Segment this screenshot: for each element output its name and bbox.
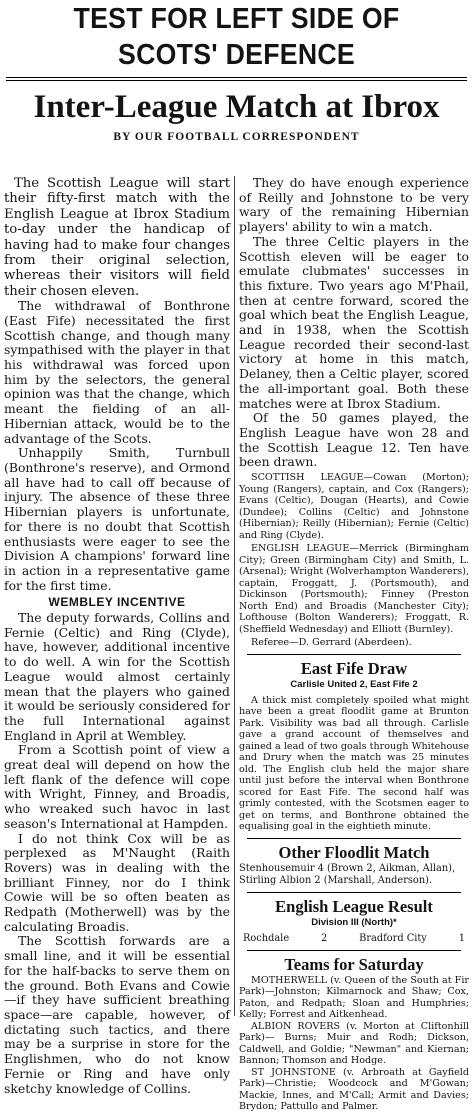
main-headline-line-2: SCOTS' DEFENCE: [117, 39, 356, 71]
saturday-team: MOTHERWELL (v. Queen of the South at Fir Park)—Johnston; Kilmarnock and Shaw; Cox, Paton, and Redpath; Sloan and Humphries; Kelly; Forrest and Aitkenhead.: [239, 974, 469, 1021]
left-column: [4, 176, 230, 1096]
page-header: [0, 0, 473, 143]
paragraph: The Scottish forwards are a small line, and it will be essential for the half-backs to serve them on the ground. Both Evans and Cowie—if they have sufficient breathing space—are capable, however, of dictating such tactics, and there may be a surprise in store for the Englishmen, who do not know Fernie or Ring and have only sketchy knowledge of Collins.: [4, 933, 230, 1096]
east-fife-score: Carlisle United 2, East Fife 2: [290, 679, 418, 691]
english-league-team: ENGLISH LEAGUE—Merrick (Birmingham City); Green (Birmingham City) and Smith, L. (Arsenal); Wright (Wolverhampton Wanderers), captain, Froggatt, J. (Portsmouth), and Dickinson (Portsmouth); Finney (Preston North End) and Broadis (Manchester City); Lofthouse (Bolton Wanderers); Froggatt, R. (Sheffield Wednesday) and Elliott (Burnley).: [239, 543, 469, 635]
headline-divider-2: [6, 80, 467, 81]
section-divider: [247, 838, 461, 839]
paragraph: Of the 50 games played, the English League have won 28 and the Scottish League 12. Ten have been drawn.: [239, 410, 469, 470]
floodlit-result: Stenhousemuir 4 (Brown 2, Aikman, Allan), Stirling Albion 2 (Marshall, Anderson).: [239, 862, 456, 886]
article-columns: [0, 175, 473, 1113]
scottish-league-team: SCOTTISH LEAGUE—Cowan (Morton); Young (Rangers), captain, and Cox (Rangers); Evans (Celtic), Dougan (Hearts), and Cowie (Dundee); Collins (Celtic) and Johnstone (Hibernian); Reilly (Hibernian); Fernie (Celtic) and Ring (Clyde).: [239, 472, 469, 541]
paragraph: They do have enough experience of Reilly and Johnstone to be very wary of the remaining Hibernian players' ability to win a match.: [239, 175, 469, 235]
home-score: 2: [321, 933, 328, 945]
teams-saturday-title: Teams for Saturday: [284, 955, 424, 975]
away-score: 1: [458, 933, 465, 945]
east-fife-report: A thick mist completely spoiled what might have been a great floodlit game at Brunton Park. Visibility was bad all through. Carlisle gave a grand account of themselves and gained a lead of two goals through Whitehouse and Drury when the match was 25 minutes old. The English club held the major share until just before the interval when Bonthrone scored for East Fife. The second half was grimly contested, with the Scotsmen eager to get on terms, and Bonthrone obtained the equalising goal in the eightieth minute.: [239, 694, 469, 833]
lead-paragraph: The Scottish League will start their fifty-first match with the English League at Ibrox Stadium to-day under the handicap of having had to make four changes from their original selection, whereas their visitors will field their chosen eleven.: [4, 176, 230, 299]
section-divider: [247, 892, 461, 893]
saturday-team: ALBION ROVERS (v. Morton at Cliftonhill Park)— Burns; Muir and Rodh; Dickson, Caldwell, and Goldie; "Newman" and Kiernan; Bannon; Thomson and Hodge.: [239, 1020, 469, 1067]
paragraph: From a Scottish point of view a great deal will depend on how the left flank of the defence will cope with Wright, Finney, and Broadis, who wreaked such havoc in last season's International at Hampden.: [4, 742, 230, 831]
result-row: [239, 933, 469, 945]
english-result-title: English League Result: [275, 896, 433, 916]
referee: Referee—D. Gerrard (Aberdeen).: [251, 637, 412, 649]
saturday-team: ST JOHNSTONE (v. Arbroath at Gayfield Park)—Christie; Woodcock and M'Gowan; Mackie, Innes, and M'Call; Armit and Davies; Brydon; Pattullo and Palmer.: [239, 1066, 469, 1113]
byline: BY OUR FOOTBALL CORRESPONDENT: [113, 131, 360, 143]
division-label: Division III (North)*: [311, 917, 397, 929]
away-team: Bradford City: [359, 933, 427, 945]
floodlit-title: Other Floodlit Match: [278, 842, 430, 862]
section-divider: [247, 950, 461, 951]
paragraph: The deputy forwards, Collins and Fernie (Celtic) and Ring (Clyde), have, however, additional incentive to do well. A win for the Scottish League would almost certainly mean that the players who gained it would be seriously considered for the full International against England in April at Wembley.: [4, 610, 230, 743]
east-fife-title: East Fife Draw: [300, 658, 408, 678]
team-lineups: [239, 472, 469, 649]
section-divider: [247, 654, 461, 655]
subhead-wembley: WEMBLEY INCENTIVE: [48, 595, 186, 610]
home-team: Rochdale: [243, 933, 290, 945]
right-column: [239, 176, 469, 1113]
paragraph: Unhappily Smith, Turnbull (Bonthrone's reserve), and Ormond all have had to call off because of injury. The absence of these three Hibernian players is unfortunate, for there is no doubt that Scottish enthusiasts were eager to see the Division A champions' forward line in action in a representative game for the first time.: [4, 445, 230, 593]
paragraph: I do not think Cox will be as perplexed as M'Naught (Raith Rovers) was in dealing with the brilliant Finney, nor do I think Cowie will be so often beaten as Redpath (Motherwell) was by the calculating Broadis.: [4, 830, 230, 934]
secondary-headline: Inter-League Match at Ibrox: [33, 89, 440, 125]
paragraph: The three Celtic players in the Scottish eleven will be eager to emulate clubmates' successes in this fixture. Two years ago M'Phail, then at centre forward, scored the goal which beat the English League, and in 1938, when the Scottish League recorded their second-last victory at home in this match, Delaney, then a Celtic player, scored the all-important goal. Both these matches were at Ibrox Stadium.: [239, 233, 469, 411]
column-divider: [234, 176, 235, 1016]
headline-divider: [6, 77, 467, 78]
main-headline-line-1: TEST FOR LEFT SIDE OF: [73, 3, 400, 35]
paragraph: The withdrawal of Bonthrone (East Fife) necessitated the first Scottish change, and though many sympathised with the player in that his withdrawal was forced upon him by the selectors, the general opinion was that the change, which meant the fielding of an all-Hibernian attack, would be to the advantage of the Scots.: [4, 298, 230, 446]
